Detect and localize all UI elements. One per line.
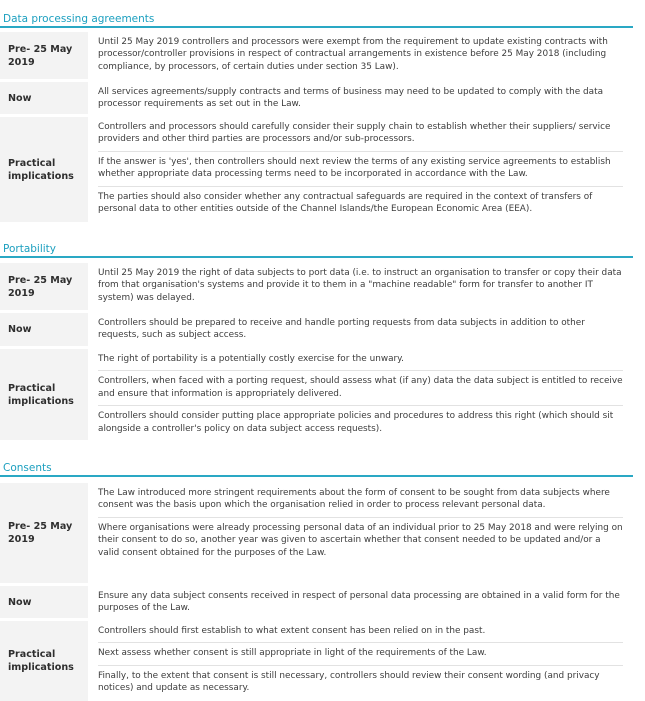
paragraph: The Law introduced more stringent requirements about the form of consent to be sought from data subjects where consent was the basis upon which the organisation relied in order to process relevant personal data. bbox=[98, 488, 610, 511]
row-label bbox=[0, 82, 85, 114]
row-label-line-1: Pre- 25 May bbox=[8, 274, 73, 286]
row-now bbox=[0, 586, 633, 618]
row-content bbox=[85, 349, 633, 440]
paragraph: The parties should also consider whether any contractual safeguards are required in the context of transfers of personal data to other entities outside of the Channel Islands/the European Economic Area (EEA). bbox=[98, 186, 623, 216]
paragraph: Next assess whether consent is still appropriate in light of the requirements of the Law. bbox=[98, 642, 623, 659]
section-title: Data processing agreements bbox=[0, 10, 633, 28]
row-content bbox=[85, 117, 633, 222]
row-label bbox=[0, 313, 85, 346]
row-label-line-1: Now bbox=[8, 92, 32, 104]
row-content bbox=[85, 82, 633, 114]
section-title: Consents bbox=[0, 459, 633, 477]
row-pre-2019 bbox=[0, 32, 633, 79]
row-label-line-1: Now bbox=[8, 596, 32, 608]
paragraph: Until 25 May 2019 controllers and processors were exempt from the requirement to update existing contracts with processor/controller provisions in respect of contractual arrangements in existence before 25 May 2018 (including compliance, by processors, of certain duties under section 35 Law). bbox=[98, 37, 608, 72]
paragraph: Until 25 May 2019 the right of data subjects to port data (i.e. to instruct an organisation to transfer or copy their data from that organisation's systems and provide it to them in a "machine readable" form for transfer to another IT system) was delayed. bbox=[98, 268, 622, 303]
row-practical-implications bbox=[0, 621, 633, 701]
row-label-line-2: implications bbox=[8, 662, 74, 673]
row-label bbox=[0, 621, 85, 701]
row-label-line-2: 2019 bbox=[8, 287, 35, 299]
row-label-line-1: Practical bbox=[8, 649, 56, 660]
row-label-line-1: Pre- 25 May bbox=[8, 521, 73, 532]
row-label bbox=[0, 586, 85, 618]
row-label-line-1: Now bbox=[8, 324, 32, 335]
section-consents bbox=[0, 459, 633, 701]
section-data-processing-agreements bbox=[0, 10, 633, 222]
row-content bbox=[85, 621, 633, 701]
paragraph: Controllers should consider putting place appropriate policies and procedures to address this right (which should sit alongside a controller's policy on data subject access requests). bbox=[98, 405, 623, 435]
row-pre-2019 bbox=[0, 483, 633, 583]
row-label bbox=[0, 263, 85, 310]
paragraph: If the answer is 'yes', then controllers should next review the terms of any existing service agreements to establish whether appropriate data processing terms need to be incorporated in accordance with the Law. bbox=[98, 151, 623, 181]
paragraph: Controllers should be prepared to receive and handle porting requests from data subjects in addition to other requests, such as subject access. bbox=[98, 318, 585, 341]
row-label bbox=[0, 483, 85, 583]
paragraph: All services agreements/supply contracts and terms of business may need to be updated to comply with the data processor requirements as set out in the Law. bbox=[98, 87, 604, 110]
row-label-line-1: Pre- 25 May bbox=[8, 43, 73, 55]
row-label-line-2: 2019 bbox=[8, 56, 35, 68]
paragraph: The right of portability is a potentially costly exercise for the unwary. bbox=[98, 354, 404, 364]
row-content bbox=[85, 32, 633, 79]
section-portability bbox=[0, 240, 633, 440]
row-practical-implications bbox=[0, 117, 633, 222]
row-label-line-2: 2019 bbox=[8, 534, 35, 545]
paragraph: Finally, to the extent that consent is still necessary, controllers should review their consent wording (and privacy notices) and update as necessary. bbox=[98, 665, 623, 695]
row-content bbox=[85, 313, 633, 346]
row-practical-implications bbox=[0, 349, 633, 440]
row-content bbox=[85, 586, 633, 618]
row-label bbox=[0, 117, 85, 222]
row-pre-2019 bbox=[0, 263, 633, 310]
paragraph: Controllers should first establish to what extent consent has been relied on in the past. bbox=[98, 626, 486, 636]
row-content bbox=[85, 263, 633, 310]
row-content bbox=[85, 483, 633, 583]
paragraph: Controllers and processors should carefully consider their supply chain to establish whether their suppliers/ service providers and other third parties are processors and/or sub-processors. bbox=[98, 122, 611, 145]
row-now bbox=[0, 82, 633, 114]
row-label bbox=[0, 349, 85, 440]
section-title: Portability bbox=[0, 240, 633, 258]
row-label-line-1: Practical bbox=[8, 157, 56, 169]
paragraph: Ensure any data subject consents received in respect of personal data processing are obtained in a valid form for the purposes of the Law. bbox=[98, 591, 620, 614]
row-label bbox=[0, 32, 85, 79]
row-label-line-1: Practical bbox=[8, 382, 56, 394]
row-now bbox=[0, 313, 633, 346]
paragraph: Where organisations were already processing personal data of an individual prior to 25 May 2018 and were relying on their consent to do so, another year was given to ascertain whether that consent needed to be updated and/or a valid consent obtained for the purposes of the Law. bbox=[98, 517, 623, 559]
paragraph: Controllers, when faced with a porting request, should assess what (if any) data the data subject is entitled to receive and ensure that information is appropriately delivered. bbox=[98, 370, 623, 400]
row-label-line-2: implications bbox=[8, 170, 74, 182]
row-label-line-2: implications bbox=[8, 395, 74, 407]
